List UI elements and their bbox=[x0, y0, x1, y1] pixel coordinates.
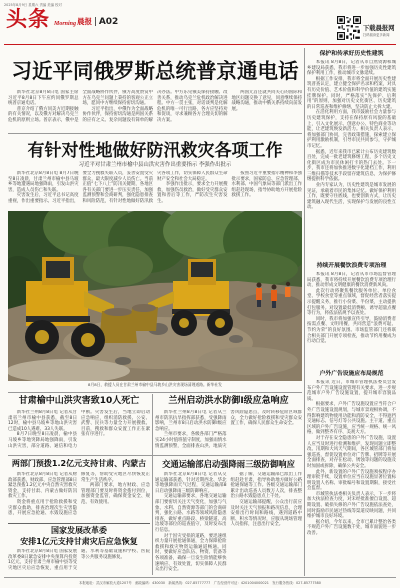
paragraph: 市城管执法委相关负责人表示，下一步将加大执法检查力度，对未经批准擅自设置、超期设置、破损失修的户外广告设施依法查处，同时鼓励市民通过热线等渠道反映问题，共同维护城市良好环境。 bbox=[307, 491, 396, 520]
paragraph: 李强作出批示，要求全力开展搜救，加强伤员救治，做好受灾群众安置和善后等工作，严防次生灾害发生。 bbox=[157, 182, 228, 204]
brief-headline-funds: 两部门预拨1.2亿元支持甘肃、内蒙古 bbox=[11, 459, 147, 468]
masthead-logo bbox=[54, 15, 118, 27]
briefs-top-rule bbox=[8, 392, 302, 393]
brief-body-ndrc bbox=[8, 549, 150, 575]
logo-chinese: 晨报 bbox=[77, 17, 93, 26]
paragraph: 同时，我市将加强宣传引导，鼓励消费者按需点餐、文明用餐，共同营造“浪费可耻、节约为荣”的良好氛围。市场监管部门还将联合相关部门开展专项检查，推动节约用餐成为行动自觉。 bbox=[307, 316, 396, 345]
date-line: 2025年8月9日 星期六 责编 美编 校对 bbox=[4, 3, 62, 7]
feature-headline: 有针对性地做好防汛救灾各项工作 bbox=[27, 141, 283, 161]
brief-headline-transport: 交通运输部启动强降雨三级防御响应 bbox=[162, 459, 295, 469]
brief-body-funds bbox=[8, 472, 150, 520]
paragraph: 新华社北京8月8日电 国家发展改革委8日紧急安排中央预算内投资1亿元，支持甘肃兰州市榆中县等受灾地区灾后应急恢复，重点用于交通、水利等基础设施和学校、医院等公共服务设施修复。 bbox=[8, 549, 150, 571]
briefs-column-divider bbox=[152, 394, 153, 575]
lead-body bbox=[8, 90, 302, 129]
paragraph: 业内专家认为，历史性建筑是城市发展的见证，承载着市民的集体记忆。做好保护利用工作，既要守住底线，也要创新方式，让历史建筑融入现代生活，实现保护与发展的良性互动。 bbox=[307, 183, 396, 211]
qr-code-icon bbox=[337, 16, 361, 40]
photo-caption: 8月8日，救援人员在甘肃兰州市榆中县马坡乡山洪灾害现场清理道路。新华社发 bbox=[88, 382, 222, 387]
paragraph: 资金将重点用于抢险救援和受灾群众救助，排查治理次生灾害隐患，开展应急抢通、水毁设施应急修复等，帮助受灾地区尽快恢复正常生产生活秩序。 bbox=[8, 472, 150, 517]
paragraph: 新华社兰州8月8日电 记者从兰州市防汛抗旱指挥部获悉，受强降雨影响，兰州市8日启动洪水防御Ⅰ级应急响应。 bbox=[155, 410, 227, 432]
sidebar-body-heritage bbox=[307, 60, 396, 259]
footer-rule bbox=[4, 577, 396, 578]
lead-divider bbox=[8, 133, 302, 134]
news-photo bbox=[8, 211, 302, 381]
paragraph: 习近平指出，中俄作为全面战略协作伙伴，保持密切沟通是两国关系的应有之义。复杂问题没有简单的解决办法。中方乐见俄美保持接触、改善关系，推动乌克兰危机政治解决进程。中方一贯主张，对话谈判是化解危机的唯一可行出路，各方应坚持劝和促谈，寻求兼顾各方合理关切的解决方案。 bbox=[82, 90, 228, 123]
sidebar-divider bbox=[304, 48, 305, 576]
paragraph: 据了解，交通运输部已派出工作组赶赴甘肃，指导协助地方做好公路抢通保通等工作。各级交通运输部门累计出动巡查人员数万人次，排查整治公路水毁隐患点上千处。 bbox=[230, 472, 302, 500]
paragraph: 本报讯 8月8日，记者从市市场监督管理局获悉，我市将持续开展餐饮浪费专项治理行动，推动形成文明健康的餐饮消费新风尚。 bbox=[307, 272, 396, 289]
brief-headline-death-toll: 甘肃榆中山洪灾害致10人死亡 bbox=[18, 396, 140, 406]
sidebar-headline-food-waste: 持续开展餐饮浪费专项治理 bbox=[316, 263, 387, 269]
feature-subtitle: 习近平对甘肃兰州市榆中县山洪灾害作出重要指示 李强作出批示 bbox=[78, 162, 232, 168]
paragraph: 按照习近平重要指示精神和李强批示要求，国家防总、应急管理部、水利部、中国气象局等部门派出工作组赶赴现场，指导协助地方开展抢险救援工作。 bbox=[231, 171, 302, 199]
briefs-middle-rule bbox=[8, 455, 302, 456]
brief-body-lanzhou bbox=[155, 410, 302, 452]
section-title: 头条 bbox=[6, 7, 50, 31]
brief-headline-ndrc-line1: 国家发展改革委 bbox=[51, 526, 107, 535]
lead-headline: 习近平同俄罗斯总统普京通电话 bbox=[11, 59, 299, 83]
paragraph: 据介绍，今年以来，全市已累计整治各类不规范户外广告设施数千处，城市面貌进一步改善。 bbox=[307, 519, 396, 537]
sidebar-body-food-waste bbox=[307, 272, 396, 367]
paragraph: 灾害发生后，习近平总书记高度重视，作出重要指示。习近平指出，要全力搜救失联人员，妥善安置受灾群众，最大限度减少人员伤亡。当前正值“七下八上”防汛关键期，各地区各有关部门要进一步压实责任，加强监测预警和会商研判，强化隐患排查和风险防范，有针对性地做好防汛救灾各项工作，切实保障人民群众生命财产安全和社会大局稳定。 bbox=[8, 171, 228, 204]
brief-headline-lanzhou: 兰州启动洪水防御Ⅰ级应急响应 bbox=[168, 396, 289, 406]
paragraph: 本报讯 8月8日，记者从市自然资源和城乡建设局获悉，我市将进一步加强历史性建筑保护利用工作，推动城市文脉延续。 bbox=[307, 60, 396, 77]
ndrc-box-rule bbox=[8, 523, 150, 524]
paragraph: 新华社北京8月8日电 记者从财政部获悉，财政部、应急管理部8日紧急预拨1.2亿元中央自然灾害救灾资金，支持甘肃、内蒙古做好防汛救灾工作。 bbox=[8, 472, 77, 500]
brief-headline-ndrc-line2: 安排1亿元支持甘肃灾后应急恢复 bbox=[20, 537, 138, 546]
paragraph: 对于存在安全隐患的户外广告设施，设置人应当及时进行检测和维护，发现问题立即整改。汛期和大风天气期间，各区城管部门将加强巡查，督促设置单位对广告牌、招牌等开展全面排查，对存在松动、锈蚀等问题的设施及时加固或拆除，确保公共安全。 bbox=[307, 435, 396, 469]
paragraph: 交通运输部要求，各地交通运输部门要密切关注天气变化，加强与气象、水利、自然资源等部门的会商研判，强化公路、水路等领域风险隐患排查，做好重点路段、桥梁隧道、高边坡等部位的巡查值守，及时发布出行信息。 bbox=[155, 494, 227, 533]
logo-divider bbox=[95, 17, 96, 26]
sidebar-headline-heritage: 保护和传承好历史性建筑 bbox=[319, 51, 384, 57]
logo-english: Morning bbox=[54, 21, 77, 27]
download-subtext: 扫码阅读更多新闻 bbox=[363, 33, 390, 37]
sidebar-body-billboards bbox=[307, 380, 396, 575]
paragraph: 普京介绍了俄方同美方近期接触的有关情况，以及俄方对解决乌克兰危机的原则立场。普京表示，俄中是全面战略协作伙伴，俄方高度赞赏中方在乌克兰问题上秉持的客观公正立场，愿同中方继续保持密切沟通。 bbox=[8, 90, 153, 123]
paragraph: 8月7日晚至8日凌晨，榆中县马坡乡等地突降局地强降雨，引发山洪灾害，部分道路、通信和电力中断。灾害发生后，当地立即启动应急响应，组织消防救援、公安、武警、民兵等力量全力开展搜救。目前，搜救和群众安置工作正在紧张有序进行。 bbox=[8, 410, 150, 449]
paragraph: 新华社北京8月8日电 国家主席习近平8月8日下午应约同俄罗斯总统普京通电话。 bbox=[8, 90, 79, 107]
paragraph: 兰州市要求，各级各部门严格落实24小时值班值守制度，加强雨情水情监测预警，全面排查山洪、地质灾害风险隐患点，及时转移危险区域群众，全力做好抢险救援和受灾群众安置工作，确保人民群众生命安全。 bbox=[155, 410, 302, 449]
paragraph: 根据要求，户外广告设施设置应当符合户外广告设施设置规划，与城市景观相协调，不得影响建筑物使用功能和消防安全，不得遮挡交通标志、信号灯等公共设施。主干道、重点区域的户外广告设施，应当统一规格、统一风格，做到整齐有序、美观大方。 bbox=[307, 402, 396, 436]
paragraph: 两国元首还就共同关心的国际和地区问题交换了意见，同意继续保持战略沟通，推动中俄关系持续向前发展。 bbox=[231, 90, 302, 112]
brief-body-transport bbox=[155, 472, 302, 575]
download-label: 下载晨报网 bbox=[363, 25, 395, 32]
paragraph: 交通运输部提醒，公众出行前应及时关注天气预报和路况信息，合理安排出行时间和路线，遇到道路中断、积水等情况时，应服从现场管理人员指挥，注意出行安全。 bbox=[230, 499, 302, 528]
feature-body bbox=[8, 171, 302, 208]
paragraph: 对于因灾受损的道路，要迅速组织力量开展抢通保通，全力保障抢险救援和救灾物资运输通道畅通。同时，要做好应急队伍、物资、装备等各项准备，确保一旦发生险情能够快速响应、有效处置，切实保障人民群众出行安全。 bbox=[155, 533, 227, 573]
paragraph: 此外，新设置的户外广告设施须按程序办理审批手续，设置单位应当在设施显著位置标明设置人名称、审批编号和设置期限，接受社会监督。 bbox=[307, 469, 396, 492]
brief-body-death-toll bbox=[8, 410, 150, 452]
paragraph: 根据工作安排，我市将全面开展历史性建筑普查认定，建立健全保护名录和档案，对具有历史价值、艺术价值和科学价值的建筑实施挂牌保护。同时，严格落实“先保护、后利用”的原则，加强对历史文化街区、历史建筑的日常巡查和维护修缮，坚决防止大拆大建。 bbox=[307, 76, 396, 110]
page-number: A02 bbox=[98, 17, 119, 27]
header-rule bbox=[4, 44, 396, 45]
sidebar-headline-billboards: 户外广告设施应布局规范 bbox=[319, 371, 384, 377]
paragraph: 新华社北京8月8日电 8月7日晚至8日凌晨，甘肃兰州市榆中县马坡乡等地遭遇局地强降雨，引发山洪灾害，造成人员伤亡和失联。 bbox=[8, 171, 79, 193]
paragraph: 据悉，近年来我市已累计公布历史建筑数百处，完成一批老建筑修缮工程，多个历史文化街区成为市民休闲打卡的热门去处。下一步，我市还将加快推进数字化建档工作，利用三维扫描等技术手段留存建筑信息，为保护修缮提供科学依据。 bbox=[307, 149, 396, 183]
paragraph: 本报讯 近日，市城市管理执法委员会发布户外广告设施设置管理有关要求，进一步规范城市户外广告设施设置，提升城市容貌品质。 bbox=[307, 380, 396, 402]
paragraph: 新华社兰州8月8日电 记者从甘肃省兰州市榆中县获悉，截至8日12时，榆中县马坡乡等地山洪灾害已造成10人遇难、33人失联。 bbox=[8, 410, 77, 432]
paragraph: 此次行动将聚焦餐饮服务单位、单位食堂、学校食堂等重点领域，督促经营者落实提示提醒义务，推行小份菜、半份菜，主动提供打包服务。对设置最低消费额、诱导超量点餐等行为，将依法依规予以查处。 bbox=[307, 288, 396, 317]
footer-info: 本报地址：武汉市解放大道1207号 邮政编码：430030 新闻热线：027-85777777 广告经营许可证：4201004000021 发行服务热线：027-85777580 bbox=[79, 581, 321, 585]
paragraph: 新华社北京8月8日电 记者从交通运输部获悉，针对近期西北、华北等地强降雨天气过程，交通运输部8日启动强降雨三级防御响应。 bbox=[155, 472, 227, 494]
paragraph: 在活化利用方面，我市鼓励社会力量参与历史建筑保护，支持在保持原有风貌的基础上，引入文化展示、创意办公、特色商业等功能，让老建筑焕发新活力。相关负责人表示，将加强部门协同，完善政策措施，探索建立保护利用激励机制，引导市民共同参与，守护城市记忆。 bbox=[307, 110, 396, 149]
paragraph: 两部门要求，地方财政、应急管理部门要及时将资金拨付到位，加强资金监管，确保资金安全、规范、有效使用。 bbox=[81, 483, 150, 505]
